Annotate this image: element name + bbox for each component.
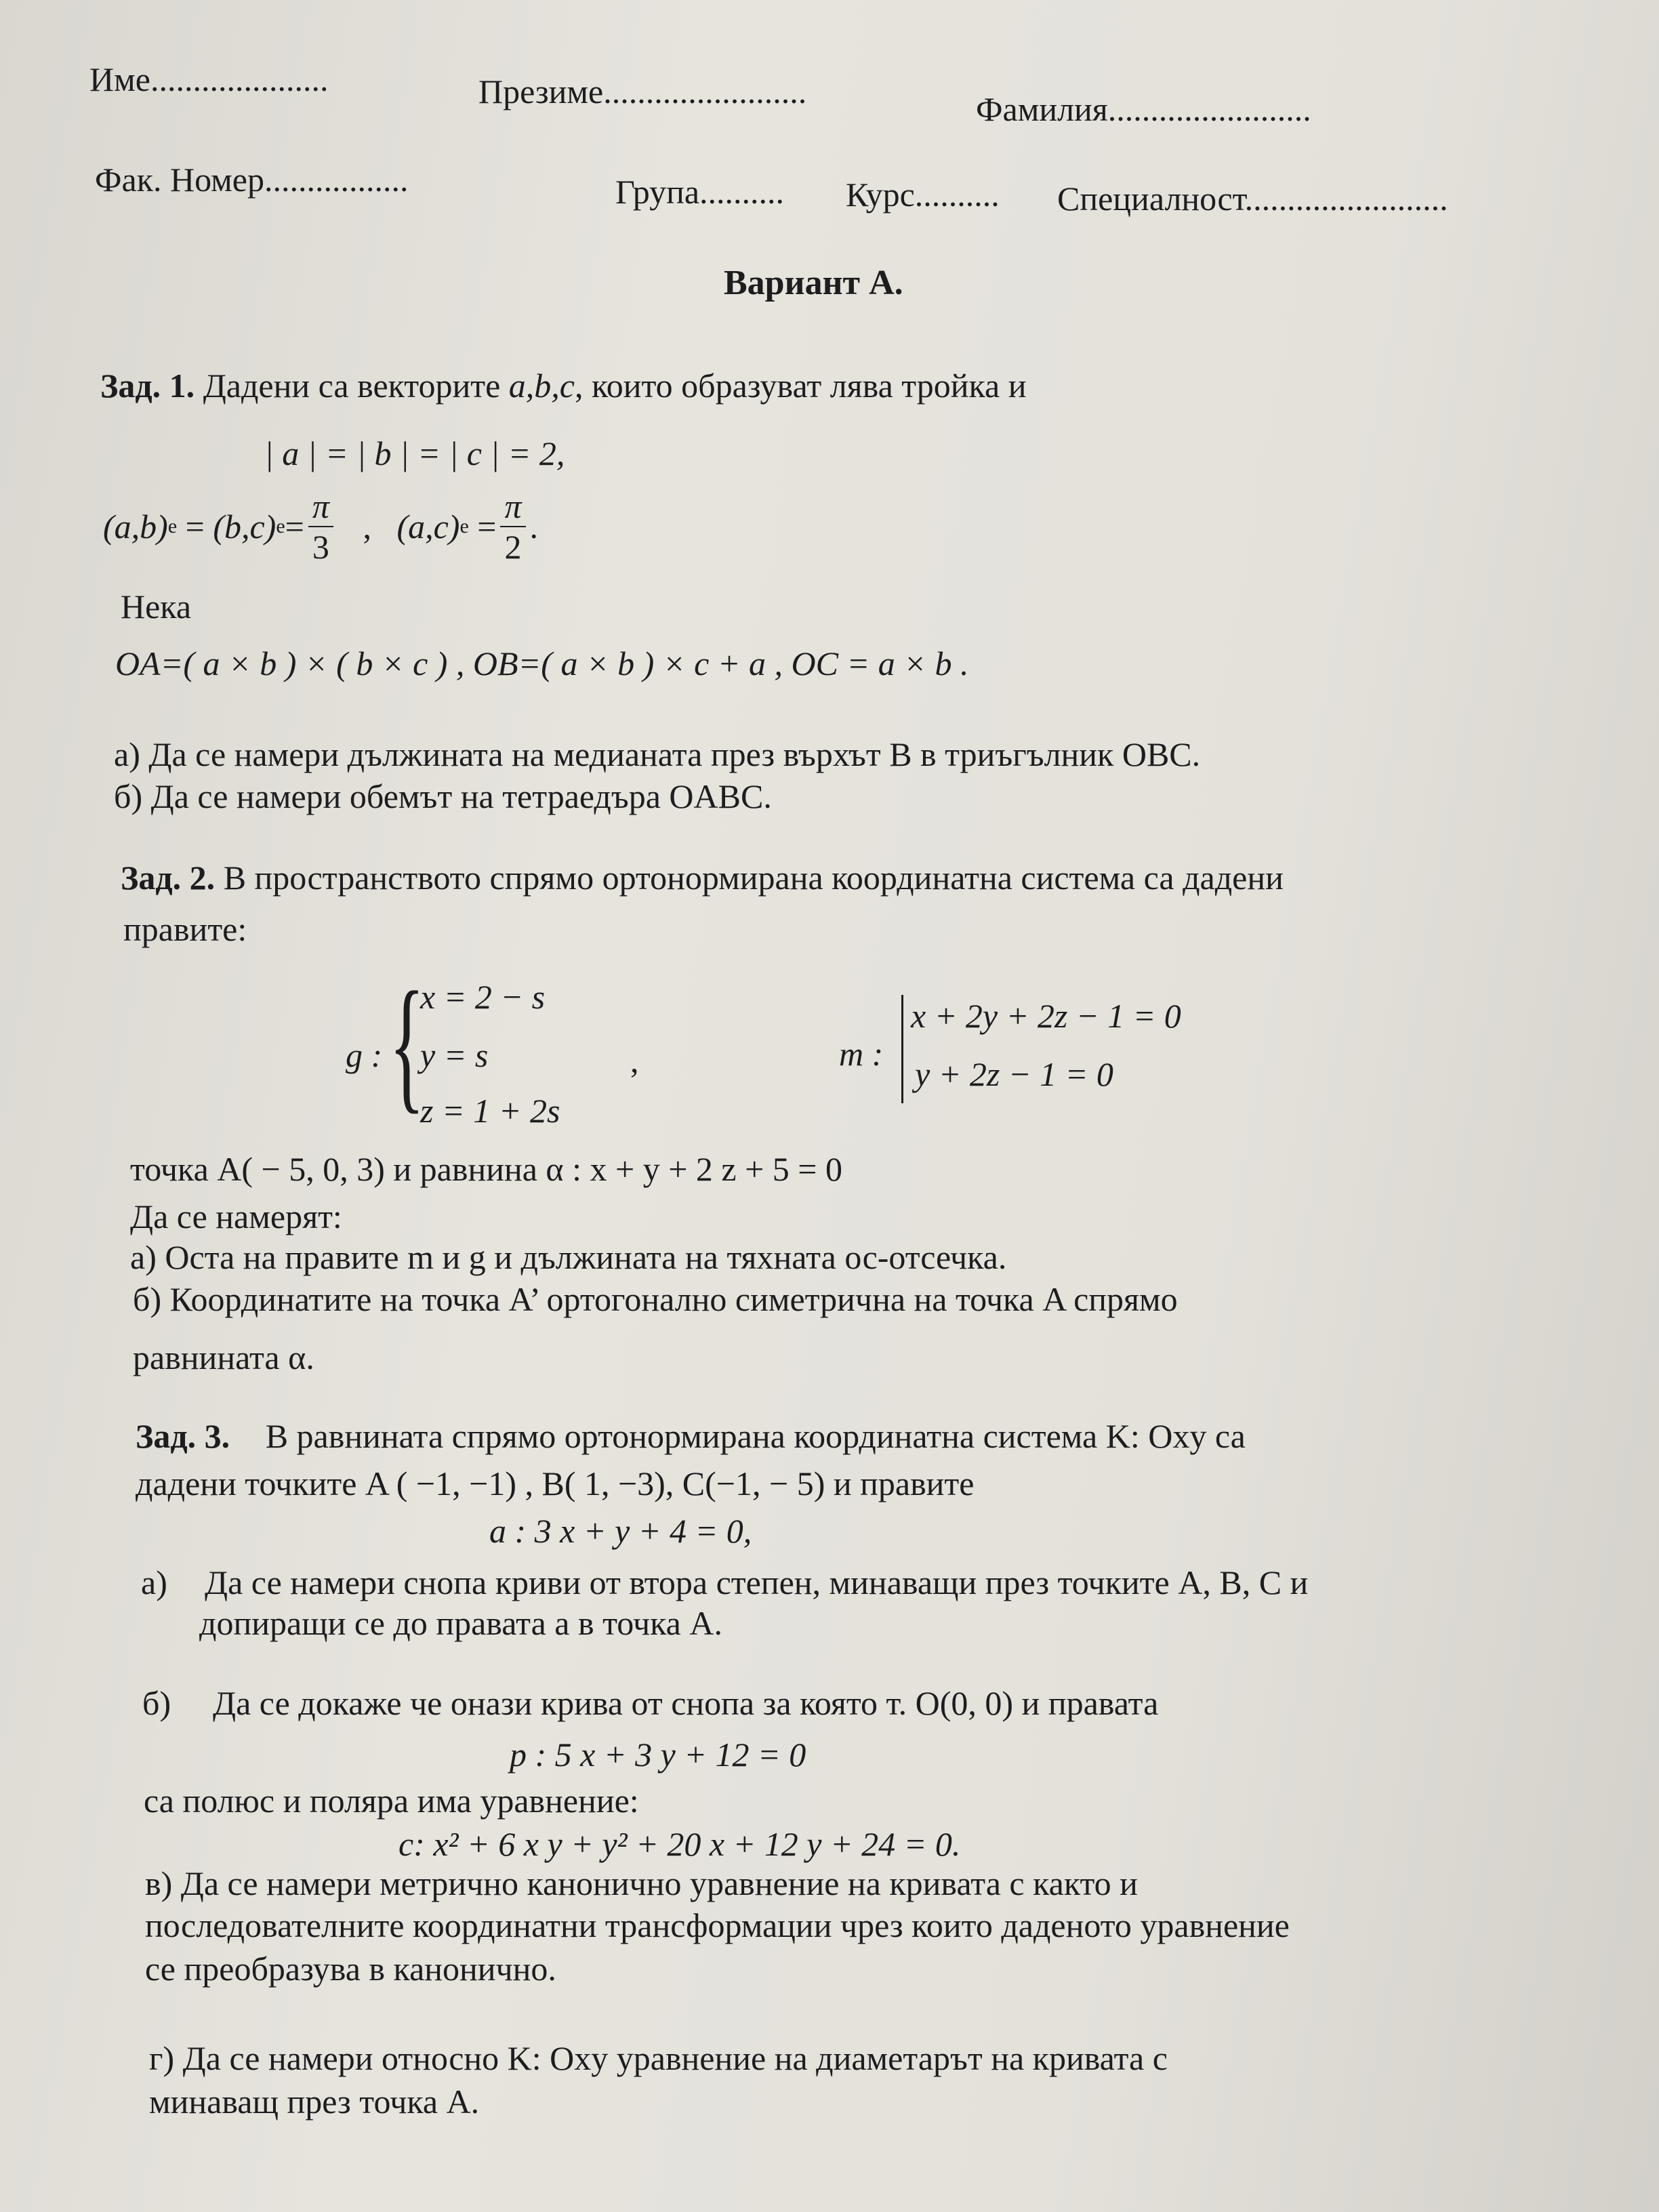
period: .	[529, 508, 539, 546]
task1-vectors: a,b,c	[508, 367, 575, 405]
separator-comma: ,	[630, 1042, 639, 1080]
fraction-pi-3	[308, 489, 333, 564]
task2-label: Зад. 2.	[121, 859, 216, 897]
eq-sign: =	[285, 508, 304, 546]
system-bar	[901, 995, 903, 1103]
task3-part-a-2: допиращи се до правата a в точка A.	[199, 1604, 722, 1642]
eq-sign: =	[468, 508, 497, 546]
line-g-label: g :	[346, 1036, 383, 1074]
separator: ,	[337, 508, 397, 546]
group-field: Група..........	[615, 173, 785, 211]
e-subscript: e	[167, 515, 178, 537]
task3-part-d-2: минаващ през точка A.	[149, 2083, 480, 2121]
e-subscript: e	[459, 515, 469, 537]
task2-part-b-2: равнината α.	[133, 1338, 314, 1376]
task2-find: Да се намерят:	[130, 1197, 342, 1235]
variant-title: Вариант А.	[724, 264, 903, 302]
task2-intro-text: В пространството спрямо ортонормирана координатна система са дадени	[223, 859, 1284, 897]
pi-numerator: π	[500, 489, 525, 527]
task1-label: Зад. 1.	[100, 367, 195, 405]
angle-ac: (a,c)	[396, 508, 460, 546]
task2-point-plane: точка A( − 5, 0, 3) и равнина α : x + y + 2 z + 5 = 0	[130, 1150, 842, 1188]
angle-bc: (b,c)	[213, 508, 276, 546]
task2-intro	[121, 861, 1284, 895]
task3-part-b-1: Да се докаже че онази крива от снопа за която т. O(0, 0) и правата	[213, 1684, 1159, 1722]
curly-brace-icon: {	[389, 961, 425, 1126]
task3-label: Зад. 3.	[136, 1417, 230, 1455]
e-subscript: e	[276, 515, 285, 537]
task1-intro-rest: , които образуват лява тройка и	[574, 367, 1027, 405]
line-a-equation: a : 3 x + y + 4 = 0,	[489, 1512, 752, 1550]
fac-number-field: Фак. Номер.................	[95, 161, 409, 199]
task1-intro-text: Дадени са векторите	[203, 367, 501, 405]
task3-intro	[136, 1419, 1246, 1453]
eq-sign: =	[177, 508, 213, 546]
task1-norms: | a | = | b | = | c | = 2,	[264, 434, 565, 472]
task3-part-c-2: последователните координатни трансформации чрез които даденото уравнение	[145, 1906, 1290, 1944]
task3-part-b-label: б)	[142, 1684, 171, 1722]
task2-intro-2: правите:	[123, 910, 247, 948]
task3-part-a-label: а)	[141, 1563, 167, 1601]
task1-intro	[100, 369, 1027, 403]
surname-field: Фамилия........................	[976, 90, 1311, 128]
task3-part-d-1: г) Да се намери относно K: Oxy уравнение на диаметарът на кривата c	[149, 2039, 1168, 2077]
line-g-eq3: z = 1 + 2s	[420, 1092, 560, 1130]
task1-vector-definitions: OA=( a × b ) × ( b × c ) , OB=( a × b ) × c + a , OC = a × b .	[115, 644, 969, 682]
name-field: Име.....................	[89, 60, 329, 98]
specialty-field: Специалност........................	[1057, 180, 1448, 218]
line-g-eq2: y = s	[420, 1036, 489, 1074]
line-g-eq1: x = 2 − s	[420, 978, 546, 1016]
task3-part-c-1: в) Да се намери метрично канонично уравнение на кривата c както и	[145, 1864, 1138, 1902]
curve-c-equation: c: x² + 6 x y + y² + 20 x + 12 y + 24 = 0.	[398, 1825, 961, 1863]
line-m-eq2: y + 2z − 1 = 0	[915, 1055, 1113, 1093]
task1-angles	[103, 489, 538, 564]
pi-numerator: π	[308, 489, 333, 527]
three-denominator: 3	[312, 528, 329, 566]
task3-part-b-2: са полюс и поляра има уравнение:	[144, 1782, 639, 1820]
task3-part-c-3: се преобразува в канонично.	[145, 1950, 556, 1988]
fraction-pi-2	[500, 489, 525, 564]
middle-name-field: Презиме........................	[478, 73, 807, 110]
task3-intro-text: В равнината спрямо ортонормирана координатна система K: Oxy са	[265, 1417, 1246, 1455]
line-p-equation: p : 5 x + 3 y + 12 = 0	[510, 1736, 806, 1774]
task2-part-b-1: б) Координатите на точка A’ ортогонално симетрична на точка A спрямо	[133, 1280, 1178, 1318]
line-m-label: m :	[839, 1035, 884, 1073]
task1-part-b: б) Да се намери обемът на тетраедъра OABC.	[114, 777, 772, 815]
course-field: Курс..........	[846, 176, 1000, 213]
task2-part-a: а) Оста на правите m и g и дължината на тяхната ос-отсечка.	[130, 1238, 1007, 1276]
task3-part-a-1: Да се намери снопа криви от втора степен, минаващи през точките A, B, C и	[205, 1563, 1309, 1601]
task1-let: Нека	[121, 588, 192, 626]
angle-ab: (a,b)	[103, 508, 168, 546]
task1-part-a: а) Да се намери дължината на медианата през върхът B в триъгълник OBC.	[114, 735, 1201, 773]
task3-intro-2: дадени точките A ( −1, −1) , B( 1, −3), C(−1, − 5) и правите	[136, 1465, 975, 1502]
two-denominator: 2	[504, 528, 522, 566]
line-m-eq1: x + 2y + 2z − 1 = 0	[911, 997, 1181, 1035]
